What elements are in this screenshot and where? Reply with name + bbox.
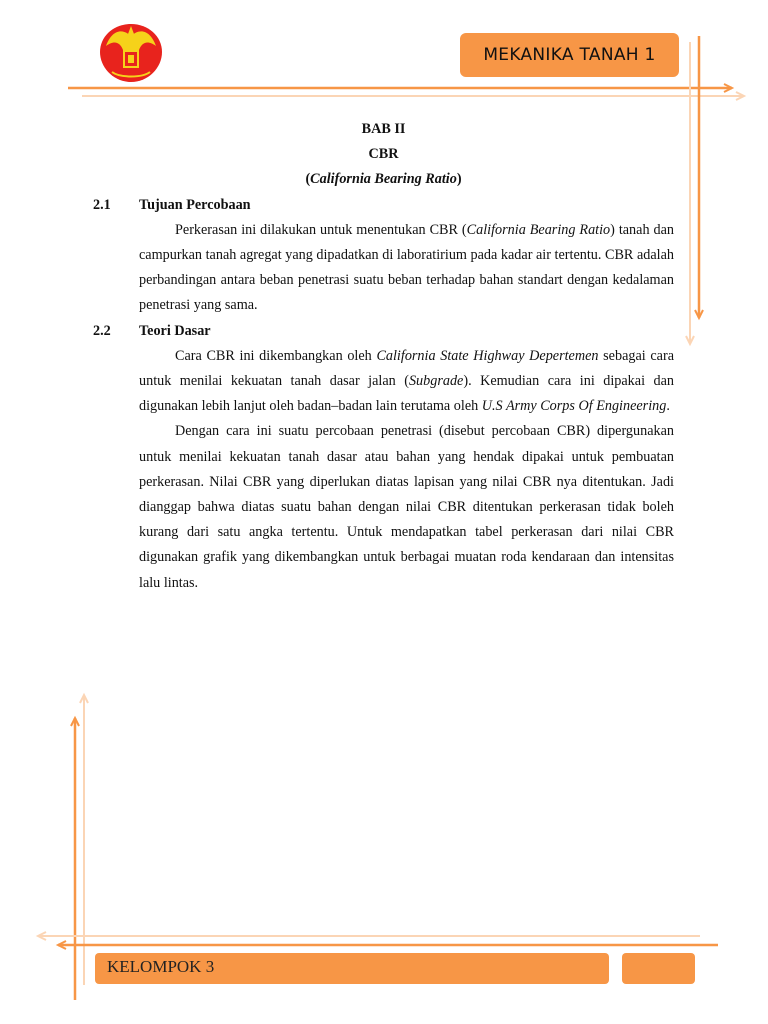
paragraph: Perkerasan ini dilakukan untuk menentukan CBR (California Bearing Ratio) tanah dan campurkan tanah agregat yang dipadatkan di laboratirium pada kadar air tertentu. CBR adalah perbandingan antara beban penetrasi suatu beban terhadap bahan standart dengan kedalaman penetrasi yang sama. [139, 221, 674, 314]
footer-label: KELOMPOK 3 [107, 957, 215, 976]
university-emblem-icon [98, 22, 164, 84]
footer-group-box [95, 953, 609, 984]
header-title: MEKANIKA TANAH 1 [483, 45, 656, 65]
chapter-subtitle-italic: California Bearing Ratio [310, 171, 457, 188]
section-number: 2.1 [93, 196, 111, 213]
document-body [93, 117, 674, 596]
section-title: Tujuan Percobaan [139, 196, 251, 213]
chapter-label: BAB II [361, 121, 406, 137]
header-title-box [460, 33, 679, 77]
section-number: 2.2 [93, 322, 111, 339]
section-heading-2-1 [93, 193, 674, 218]
paragraph: Dengan cara ini suatu percobaan penetrasi (disebut percobaan CBR) dipergunakan untuk menilai kekuatan tanah dasar atau bahan yang hendak dipakai untuk pembuatan perkerasan. Nilai CBR yang diperlukan diatas lapisan yang nilai CBR nya ditentukan. Jadi dianggap bahwa diatas suatu bahan dengan nilai CBR ditentukan perkerasan tidak boleh kurang dari satu angka tertentu. Untuk mendapatkan tabel perkerasan dari nilai CBR digunakan grafik yang dikembangkan untuk berbagai muatan roda kendaraan dan intensitas lalu lintas. [139, 423, 674, 591]
section-title: Teori Dasar [139, 322, 211, 339]
footer-page-box [622, 953, 695, 984]
paragraph: Cara CBR ini dikembangkan oleh California State Highway Depertemen sebagai cara untuk menilai kekuatan tanah dasar jalan (Subgrade). Kemudian cara ini dipakai dan digunakan lebih lanjut oleh badan–badan lain terutama oleh U.S Army Corps Of Engineering. [139, 347, 674, 415]
section-heading-2-2 [93, 319, 674, 344]
chapter-subtitle: (California Bearing Ratio) [305, 171, 462, 188]
chapter-title: CBR [368, 146, 399, 163]
